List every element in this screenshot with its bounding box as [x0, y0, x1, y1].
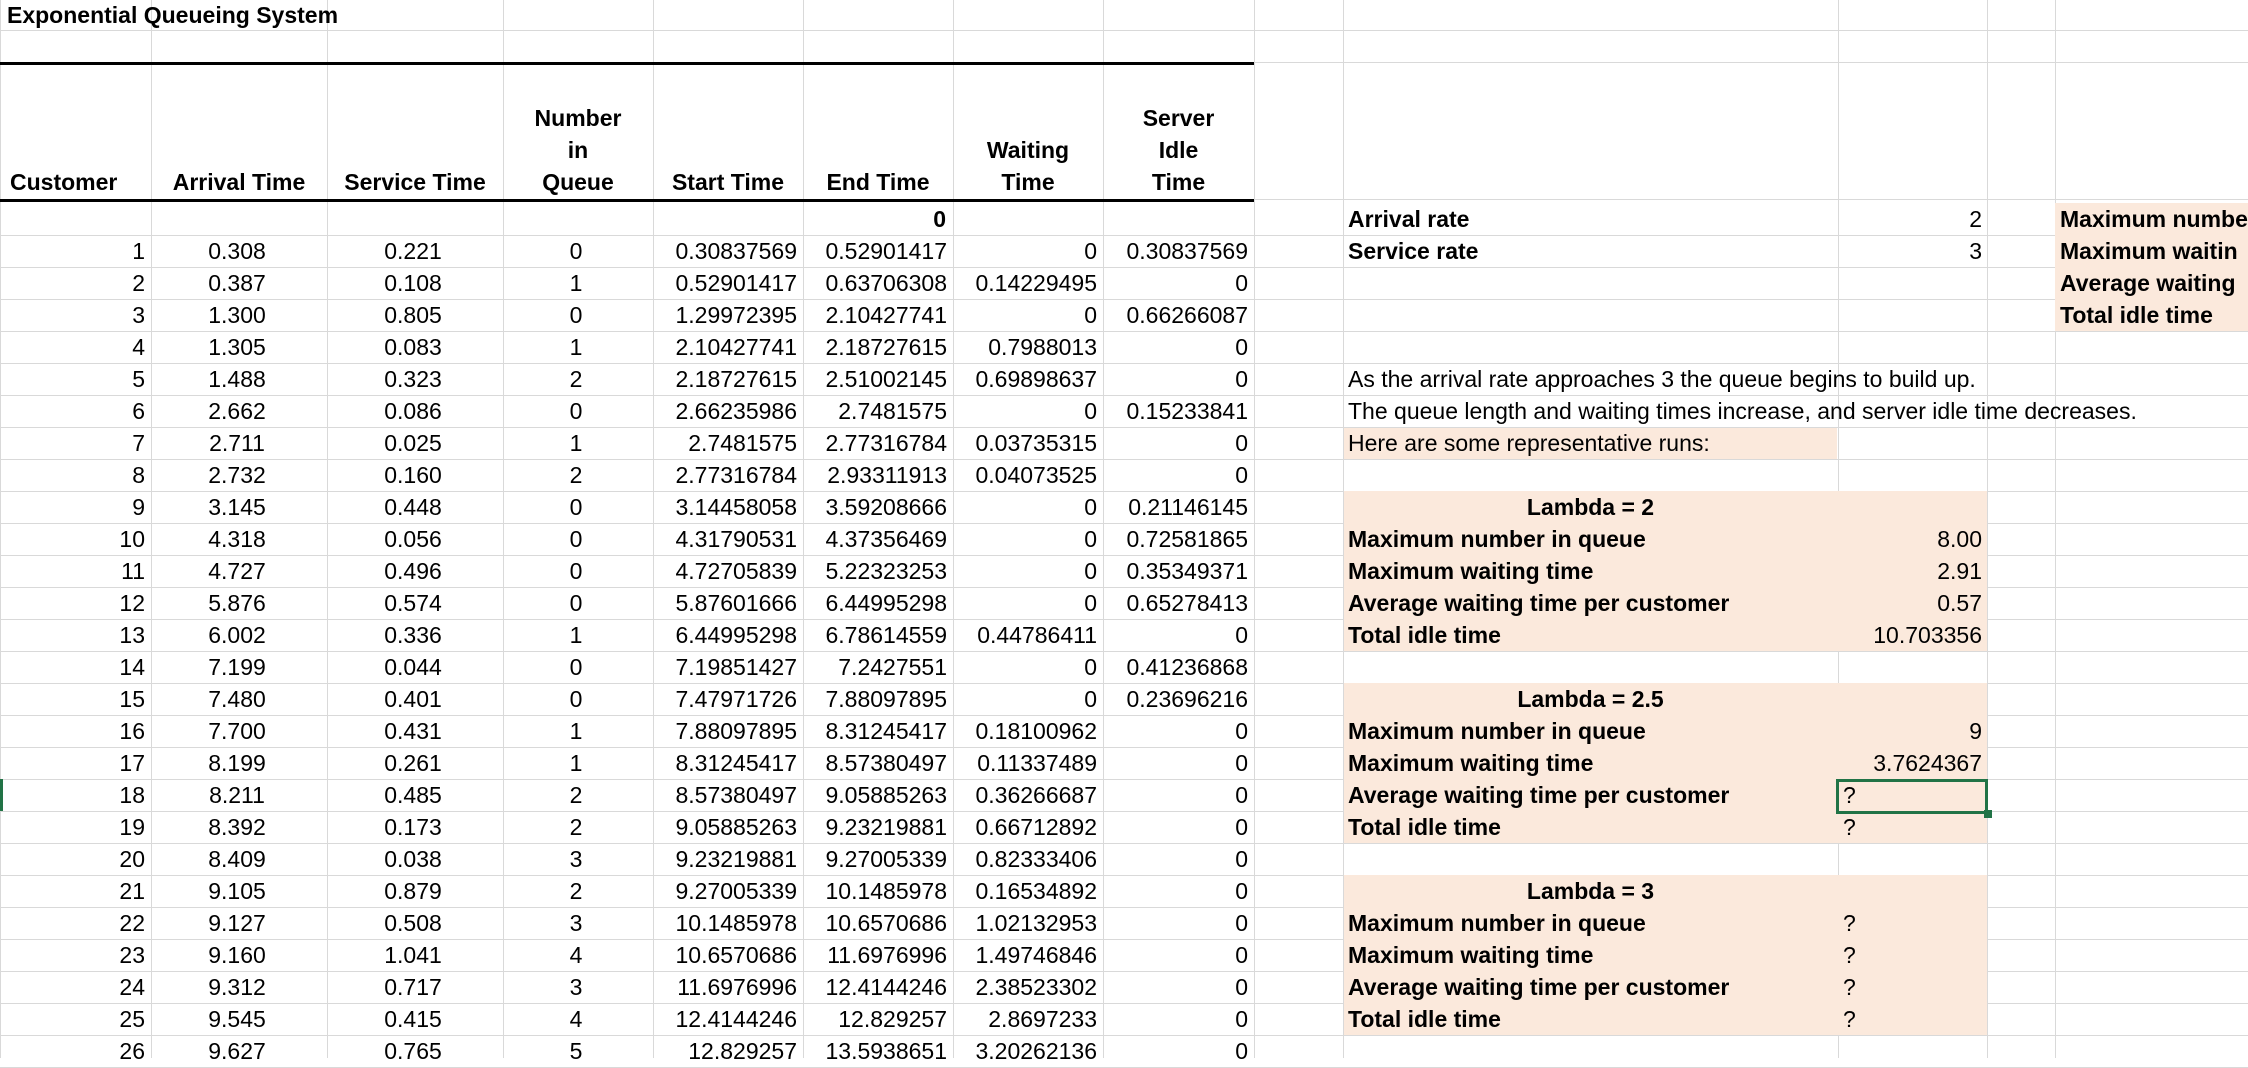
- cell-waiting-time[interactable]: 0.66712892: [975, 814, 1097, 840]
- cell-number-in-queue[interactable]: 5: [569, 1038, 583, 1064]
- cell-server-idle-time[interactable]: 0: [1235, 846, 1248, 872]
- header-number-in-queue[interactable]: Number in Queue: [534, 105, 622, 195]
- cell-server-idle-time[interactable]: 0: [1235, 942, 1248, 968]
- lambda-block-title[interactable]: Lambda = 2.5: [1517, 686, 1664, 712]
- cell-start-time[interactable]: 8.57380497: [675, 782, 797, 808]
- cell-number-in-queue[interactable]: 2: [569, 814, 583, 840]
- cell-number-in-queue[interactable]: 3: [569, 910, 583, 936]
- cell-waiting-time[interactable]: 0.03735315: [975, 430, 1097, 456]
- cell-start-time[interactable]: 11.6976996: [677, 974, 797, 1000]
- header-customer[interactable]: Customer: [10, 169, 118, 195]
- cell-customer[interactable]: 9: [132, 494, 145, 520]
- cell-server-idle-time[interactable]: 0: [1235, 334, 1248, 360]
- cell-server-idle-time[interactable]: 0.21146145: [1128, 494, 1248, 520]
- service-rate-value[interactable]: 3: [1969, 238, 1982, 264]
- header-service-time[interactable]: Service Time: [344, 169, 486, 195]
- cell-customer[interactable]: 22: [119, 910, 145, 936]
- cell-number-in-queue[interactable]: 4: [569, 942, 583, 968]
- cell-service-time[interactable]: 0.448: [384, 494, 442, 520]
- cell-end-time[interactable]: 4.37356469: [825, 526, 947, 552]
- cell-server-idle-time[interactable]: 0: [1235, 430, 1248, 456]
- cell-server-idle-time[interactable]: 0: [1235, 974, 1248, 1000]
- cell-number-in-queue[interactable]: 4: [569, 1006, 583, 1032]
- cell-number-in-queue[interactable]: 1: [569, 718, 583, 744]
- cell-waiting-time[interactable]: 0.82333406: [975, 846, 1097, 872]
- sheet-title: Exponential Queueing System: [7, 2, 339, 28]
- right-label-max-number[interactable]: Maximum numbe: [2060, 206, 2248, 232]
- lambda-metric-value[interactable]: ?: [1843, 910, 1856, 936]
- cell-start-time[interactable]: 7.88097895: [675, 718, 797, 744]
- cell-waiting-time[interactable]: 0.14229495: [975, 270, 1097, 296]
- lambda-metric-label[interactable]: Total idle time: [1348, 1006, 1501, 1032]
- cell-start-time[interactable]: 1.29972395: [675, 302, 797, 328]
- arrival-rate-value[interactable]: 2: [1969, 206, 1982, 232]
- gridline-vertical: [1987, 0, 1988, 1058]
- cell-end-time[interactable]: 2.51002145: [825, 366, 947, 392]
- cell-customer[interactable]: 17: [119, 750, 145, 776]
- lambda-metric-label[interactable]: Maximum waiting time: [1348, 942, 1594, 968]
- cell-service-time[interactable]: 0.160: [384, 462, 442, 488]
- lambda-metric-label[interactable]: Maximum number in queue: [1348, 526, 1646, 552]
- cell-service-time[interactable]: 0.173: [384, 814, 442, 840]
- cell-start-time[interactable]: 8.31245417: [675, 750, 797, 776]
- lambda-metric-label[interactable]: Maximum number in queue: [1348, 718, 1646, 744]
- lambda-metric-value[interactable]: 9: [1969, 718, 1982, 744]
- cell-waiting-time[interactable]: 1.02132953: [975, 910, 1097, 936]
- cell-number-in-queue[interactable]: 0: [569, 526, 583, 552]
- cell-service-time[interactable]: 0.044: [384, 654, 442, 680]
- cell-service-time[interactable]: 0.025: [384, 430, 442, 456]
- cell-arrival-time[interactable]: 9.105: [208, 878, 266, 904]
- cell-start-time[interactable]: 9.05885263: [675, 814, 797, 840]
- cell-start-time[interactable]: 3.14458058: [675, 494, 797, 520]
- gridline-vertical: [803, 0, 804, 1058]
- cell-customer[interactable]: 7: [132, 430, 145, 456]
- note-line-1[interactable]: As the arrival rate approaches 3 the queue begins to build up.: [1348, 366, 1976, 392]
- right-label-avg-waiting[interactable]: Average waiting: [2060, 270, 2236, 296]
- cell-number-in-queue[interactable]: 3: [569, 846, 583, 872]
- cell-service-time[interactable]: 0.108: [384, 270, 442, 296]
- cell-end-time[interactable]: 7.88097895: [825, 686, 947, 712]
- lambda-metric-label[interactable]: Average waiting time per customer: [1348, 590, 1730, 616]
- cell-start-time[interactable]: 9.23219881: [675, 846, 797, 872]
- cell-arrival-time[interactable]: 9.545: [208, 1006, 266, 1032]
- lambda-metric-value[interactable]: ?: [1843, 974, 1856, 1000]
- cell-customer[interactable]: 13: [119, 622, 145, 648]
- header-top-rule: [0, 62, 1254, 65]
- cell-service-time[interactable]: 0.323: [384, 366, 442, 392]
- cell-service-time[interactable]: 0.805: [384, 302, 442, 328]
- cell-server-idle-time[interactable]: 0.65278413: [1126, 590, 1248, 616]
- cell-service-time[interactable]: 0.431: [384, 718, 442, 744]
- cell-waiting-time[interactable]: 0.36266687: [975, 782, 1097, 808]
- cell-end-time[interactable]: 12.4144246: [825, 974, 947, 1000]
- cell-number-in-queue[interactable]: 0: [569, 558, 583, 584]
- cell-start-time[interactable]: 12.829257: [688, 1038, 797, 1064]
- cell-server-idle-time[interactable]: 0.15233841: [1126, 398, 1248, 424]
- cell-arrival-time[interactable]: 8.211: [209, 782, 265, 808]
- cell-arrival-time[interactable]: 1.305: [208, 334, 266, 360]
- lambda-metric-value[interactable]: 2.91: [1937, 558, 1982, 584]
- cell-server-idle-time[interactable]: 0: [1235, 782, 1248, 808]
- cell-waiting-time[interactable]: 0.16534892: [975, 878, 1097, 904]
- cell-server-idle-time[interactable]: 0: [1235, 814, 1248, 840]
- cell-end-time[interactable]: 8.57380497: [825, 750, 947, 776]
- cell-number-in-queue[interactable]: 2: [569, 782, 583, 808]
- cell-arrival-time[interactable]: 1.488: [208, 366, 266, 392]
- lambda-metric-label[interactable]: Total idle time: [1348, 622, 1501, 648]
- cell-start-time[interactable]: 6.44995298: [675, 622, 797, 648]
- cell-end-time[interactable]: 0.63706308: [825, 270, 947, 296]
- cell-number-in-queue[interactable]: 0: [569, 590, 583, 616]
- cell-waiting-time[interactable]: 0.44786411: [977, 622, 1097, 648]
- cell-service-time[interactable]: 0.415: [384, 1006, 442, 1032]
- cell-customer[interactable]: 10: [119, 526, 145, 552]
- gridline-vertical: [0, 0, 1, 1058]
- cell-customer[interactable]: 24: [119, 974, 145, 1000]
- cell-end-time[interactable]: 2.93311913: [827, 462, 947, 488]
- cell-customer[interactable]: 8: [132, 462, 145, 488]
- cell-end-time[interactable]: 12.829257: [838, 1006, 947, 1032]
- gridline-vertical: [327, 0, 328, 1058]
- cell-start-time[interactable]: 7.47971726: [675, 686, 797, 712]
- lambda-block-title[interactable]: Lambda = 2: [1526, 494, 1655, 520]
- cell-start-time[interactable]: 0.30837569: [675, 238, 797, 264]
- lambda-metric-label[interactable]: Maximum waiting time: [1348, 750, 1594, 776]
- cell-number-in-queue[interactable]: 1: [569, 430, 583, 456]
- cell-customer[interactable]: 19: [119, 814, 145, 840]
- cell-service-time[interactable]: 0.086: [384, 398, 442, 424]
- cell-number-in-queue[interactable]: 0: [569, 654, 583, 680]
- cell-customer[interactable]: 3: [132, 302, 145, 328]
- cell-service-time[interactable]: 0.401: [384, 686, 442, 712]
- cell-arrival-time[interactable]: 2.732: [208, 462, 266, 488]
- header-bottom-rule: [0, 199, 1254, 202]
- cell-start-time[interactable]: 2.10427741: [675, 334, 797, 360]
- cell-end-time[interactable]: 9.27005339: [825, 846, 947, 872]
- cell-end-time[interactable]: 8.31245417: [825, 718, 947, 744]
- cell-start-time[interactable]: 9.27005339: [675, 878, 797, 904]
- cell-end-time[interactable]: 7.2427551: [838, 654, 947, 680]
- cell-waiting-time[interactable]: 2.38523302: [975, 974, 1097, 1000]
- cell-customer[interactable]: 26: [119, 1038, 145, 1064]
- cell-customer[interactable]: 1: [132, 238, 145, 264]
- lambda-metric-value[interactable]: ?: [1843, 782, 1856, 808]
- cell-waiting-time[interactable]: 0: [1084, 654, 1097, 680]
- cell-customer[interactable]: 12: [119, 590, 145, 616]
- cell-start-time[interactable]: 12.4144246: [675, 1006, 797, 1032]
- cell-start-time[interactable]: 2.7481575: [688, 430, 797, 456]
- cell-number-in-queue[interactable]: 3: [569, 974, 583, 1000]
- cell-arrival-time[interactable]: 7.199: [208, 654, 266, 680]
- header-server-idle-time[interactable]: Server Idle Time: [1142, 105, 1215, 195]
- cell-service-time[interactable]: 0.056: [384, 526, 442, 552]
- cell-server-idle-time[interactable]: 0.30837569: [1126, 238, 1248, 264]
- header-end-time[interactable]: End Time: [826, 169, 930, 195]
- gridline-vertical: [2055, 0, 2056, 1058]
- cell-waiting-time[interactable]: 0.04073525: [975, 462, 1097, 488]
- cell-start-time[interactable]: 4.31790531: [675, 526, 797, 552]
- lambda-metric-value[interactable]: ?: [1843, 1006, 1856, 1032]
- cell-arrival-time[interactable]: 6.002: [208, 622, 266, 648]
- service-rate-label[interactable]: Service rate: [1348, 238, 1479, 264]
- cell-service-time[interactable]: 0.765: [384, 1038, 442, 1064]
- cell-waiting-time[interactable]: 1.49746846: [975, 942, 1097, 968]
- cell-arrival-time[interactable]: 7.480: [208, 686, 266, 712]
- cell-service-time[interactable]: 1.041: [384, 942, 442, 968]
- cell-service-time[interactable]: 0.879: [384, 878, 442, 904]
- gridline-vertical: [151, 0, 152, 1058]
- cell-number-in-queue[interactable]: 0: [569, 302, 583, 328]
- cell-end-time[interactable]: 6.44995298: [825, 590, 947, 616]
- cell-number-in-queue[interactable]: 1: [569, 334, 583, 360]
- cell-customer[interactable]: 6: [132, 398, 145, 424]
- cell-waiting-time[interactable]: 0: [1084, 238, 1097, 264]
- lambda-metric-value[interactable]: 0.57: [1937, 590, 1982, 616]
- cell-end-time[interactable]: 10.6570686: [825, 910, 947, 936]
- cell-server-idle-time[interactable]: 0: [1235, 270, 1248, 296]
- cell-waiting-time[interactable]: 0.7988013: [988, 334, 1097, 360]
- cell-server-idle-time[interactable]: 0: [1235, 1006, 1248, 1032]
- header-waiting-time[interactable]: Waiting Time: [986, 137, 1070, 195]
- cell-waiting-time[interactable]: 3.20262136: [975, 1038, 1097, 1064]
- cell-server-idle-time[interactable]: 0.23696216: [1126, 686, 1248, 712]
- gridline-vertical: [653, 0, 654, 1058]
- cell-arrival-time[interactable]: 9.160: [208, 942, 266, 968]
- cell-number-in-queue[interactable]: 0: [569, 494, 583, 520]
- cell-arrival-time[interactable]: 3.145: [208, 494, 266, 520]
- cell-service-time[interactable]: 0.038: [384, 846, 442, 872]
- lambda-metric-label[interactable]: Maximum number in queue: [1348, 910, 1646, 936]
- cell-arrival-time[interactable]: 0.308: [208, 238, 266, 264]
- lambda-metric-value[interactable]: 8.00: [1937, 526, 1982, 552]
- cell-server-idle-time[interactable]: 0: [1235, 622, 1248, 648]
- cell-server-idle-time[interactable]: 0.66266087: [1126, 302, 1248, 328]
- cell-number-in-queue[interactable]: 2: [569, 462, 583, 488]
- cell-end-time[interactable]: 3.59208666: [825, 494, 947, 520]
- cell-end-time[interactable]: 5.22323253: [825, 558, 947, 584]
- cell-start-time[interactable]: 0.52901417: [675, 270, 797, 296]
- cell-arrival-time[interactable]: 4.727: [208, 558, 266, 584]
- cell-number-in-queue[interactable]: 0: [569, 686, 583, 712]
- lambda-metric-label[interactable]: Total idle time: [1348, 814, 1501, 840]
- cell-customer[interactable]: 4: [132, 334, 145, 360]
- row0-end-time[interactable]: 0: [933, 206, 946, 232]
- cell-arrival-time[interactable]: 8.392: [208, 814, 266, 840]
- cell-end-time[interactable]: 10.1485978: [825, 878, 947, 904]
- cell-arrival-time[interactable]: 2.711: [209, 430, 265, 456]
- selected-cell[interactable]: [1836, 779, 1988, 814]
- cell-service-time[interactable]: 0.496: [384, 558, 442, 584]
- cell-waiting-time[interactable]: 0.11337489: [977, 750, 1097, 776]
- lambda-metric-value[interactable]: 3.7624367: [1873, 750, 1982, 776]
- cell-end-time[interactable]: 2.18727615: [825, 334, 947, 360]
- cell-number-in-queue[interactable]: 2: [569, 878, 583, 904]
- header-start-time[interactable]: Start Time: [671, 169, 785, 195]
- cell-waiting-time[interactable]: 0: [1084, 302, 1097, 328]
- cell-end-time[interactable]: 11.6976996: [827, 942, 947, 968]
- cell-server-idle-time[interactable]: 0: [1235, 1038, 1248, 1064]
- cell-waiting-time[interactable]: 0.69898637: [975, 366, 1097, 392]
- row-selection-marker: [0, 779, 3, 811]
- lambda-metric-label[interactable]: Maximum waiting time: [1348, 558, 1594, 584]
- cell-number-in-queue[interactable]: 1: [569, 270, 583, 296]
- cell-number-in-queue[interactable]: 1: [569, 622, 583, 648]
- cell-customer[interactable]: 16: [119, 718, 145, 744]
- cell-arrival-time[interactable]: 8.409: [208, 846, 266, 872]
- cell-service-time[interactable]: 0.485: [384, 782, 442, 808]
- cell-start-time[interactable]: 10.6570686: [675, 942, 797, 968]
- cell-waiting-time[interactable]: 0: [1084, 398, 1097, 424]
- cell-end-time[interactable]: 2.7481575: [838, 398, 947, 424]
- cell-arrival-time[interactable]: 2.662: [208, 398, 266, 424]
- cell-start-time[interactable]: 4.72705839: [675, 558, 797, 584]
- cell-arrival-time[interactable]: 8.199: [208, 750, 266, 776]
- cell-arrival-time[interactable]: 5.876: [208, 590, 266, 616]
- cell-customer[interactable]: 25: [119, 1006, 145, 1032]
- cell-server-idle-time[interactable]: 0.41236868: [1126, 654, 1248, 680]
- cell-waiting-time[interactable]: 0: [1084, 558, 1097, 584]
- cell-server-idle-time[interactable]: 0.72581865: [1126, 526, 1248, 552]
- lambda-metric-label[interactable]: Average waiting time per customer: [1348, 974, 1730, 1000]
- cell-start-time[interactable]: 2.66235986: [675, 398, 797, 424]
- right-label-idle-time[interactable]: Total idle time: [2060, 302, 2213, 328]
- lambda-metric-value[interactable]: ?: [1843, 814, 1856, 840]
- cell-service-time[interactable]: 0.574: [384, 590, 442, 616]
- cell-number-in-queue[interactable]: 1: [569, 750, 583, 776]
- cell-customer[interactable]: 15: [119, 686, 145, 712]
- cell-arrival-time[interactable]: 0.387: [208, 270, 266, 296]
- cell-customer[interactable]: 11: [121, 558, 145, 584]
- note-line-3[interactable]: Here are some representative runs:: [1348, 430, 1710, 456]
- fill-handle[interactable]: [1984, 810, 1992, 818]
- cell-end-time[interactable]: 2.77316784: [825, 430, 947, 456]
- cell-start-time[interactable]: 10.1485978: [675, 910, 797, 936]
- cell-server-idle-time[interactable]: 0: [1235, 750, 1248, 776]
- cell-customer[interactable]: 23: [119, 942, 145, 968]
- cell-server-idle-time[interactable]: 0: [1235, 910, 1248, 936]
- cell-customer[interactable]: 18: [119, 782, 145, 808]
- cell-arrival-time[interactable]: 4.318: [208, 526, 266, 552]
- cell-number-in-queue[interactable]: 0: [569, 238, 583, 264]
- cell-end-time[interactable]: 9.23219881: [825, 814, 947, 840]
- cell-customer[interactable]: 20: [119, 846, 145, 872]
- cell-customer[interactable]: 2: [132, 270, 145, 296]
- cell-number-in-queue[interactable]: 0: [569, 398, 583, 424]
- lambda-metric-label[interactable]: Average waiting time per customer: [1348, 782, 1730, 808]
- cell-waiting-time[interactable]: 0: [1084, 590, 1097, 616]
- cell-customer[interactable]: 5: [132, 366, 145, 392]
- cell-server-idle-time[interactable]: 0: [1235, 718, 1248, 744]
- cell-number-in-queue[interactable]: 2: [569, 366, 583, 392]
- cell-start-time[interactable]: 5.87601666: [675, 590, 797, 616]
- cell-end-time[interactable]: 6.78614559: [825, 622, 947, 648]
- cell-server-idle-time[interactable]: 0.35349371: [1126, 558, 1248, 584]
- cell-start-time[interactable]: 2.77316784: [675, 462, 797, 488]
- cell-end-time[interactable]: 9.05885263: [825, 782, 947, 808]
- cell-customer[interactable]: 14: [119, 654, 145, 680]
- cell-service-time[interactable]: 0.221: [384, 238, 442, 264]
- cell-service-time[interactable]: 0.083: [384, 334, 442, 360]
- cell-start-time[interactable]: 7.19851427: [675, 654, 797, 680]
- right-label-max-waiting[interactable]: Maximum waitin: [2060, 238, 2238, 264]
- cell-waiting-time[interactable]: 2.8697233: [988, 1006, 1097, 1032]
- cell-arrival-time[interactable]: 9.127: [208, 910, 266, 936]
- cell-arrival-time[interactable]: 7.700: [208, 718, 266, 744]
- note-line-2[interactable]: The queue length and waiting times increase, and server idle time decreases.: [1348, 398, 2137, 424]
- cell-customer[interactable]: 21: [119, 878, 145, 904]
- cell-waiting-time[interactable]: 0: [1084, 494, 1097, 520]
- gridline-vertical: [1254, 0, 1255, 1058]
- gridline-horizontal: [0, 30, 2248, 31]
- cell-waiting-time[interactable]: 0: [1084, 686, 1097, 712]
- cell-arrival-time[interactable]: 9.312: [208, 974, 266, 1000]
- lambda-block-title[interactable]: Lambda = 3: [1526, 878, 1655, 904]
- cell-server-idle-time[interactable]: 0: [1235, 366, 1248, 392]
- lambda-metric-value[interactable]: 10.703356: [1873, 622, 1982, 648]
- cell-end-time[interactable]: 13.5938651: [825, 1038, 947, 1064]
- cell-start-time[interactable]: 2.18727615: [675, 366, 797, 392]
- cell-service-time[interactable]: 0.508: [384, 910, 442, 936]
- cell-end-time[interactable]: 2.10427741: [825, 302, 947, 328]
- cell-service-time[interactable]: 0.717: [384, 974, 442, 1000]
- cell-service-time[interactable]: 0.261: [384, 750, 442, 776]
- cell-waiting-time[interactable]: 0: [1084, 526, 1097, 552]
- cell-arrival-time[interactable]: 9.627: [208, 1038, 266, 1064]
- cell-waiting-time[interactable]: 0.18100962: [975, 718, 1097, 744]
- arrival-rate-label[interactable]: Arrival rate: [1348, 206, 1470, 232]
- cell-arrival-time[interactable]: 1.300: [208, 302, 266, 328]
- lambda-metric-value[interactable]: ?: [1843, 942, 1856, 968]
- cell-service-time[interactable]: 0.336: [384, 622, 442, 648]
- cell-server-idle-time[interactable]: 0: [1235, 878, 1248, 904]
- header-arrival-time[interactable]: Arrival Time: [172, 169, 306, 195]
- cell-server-idle-time[interactable]: 0: [1235, 462, 1248, 488]
- cell-end-time[interactable]: 0.52901417: [825, 238, 947, 264]
